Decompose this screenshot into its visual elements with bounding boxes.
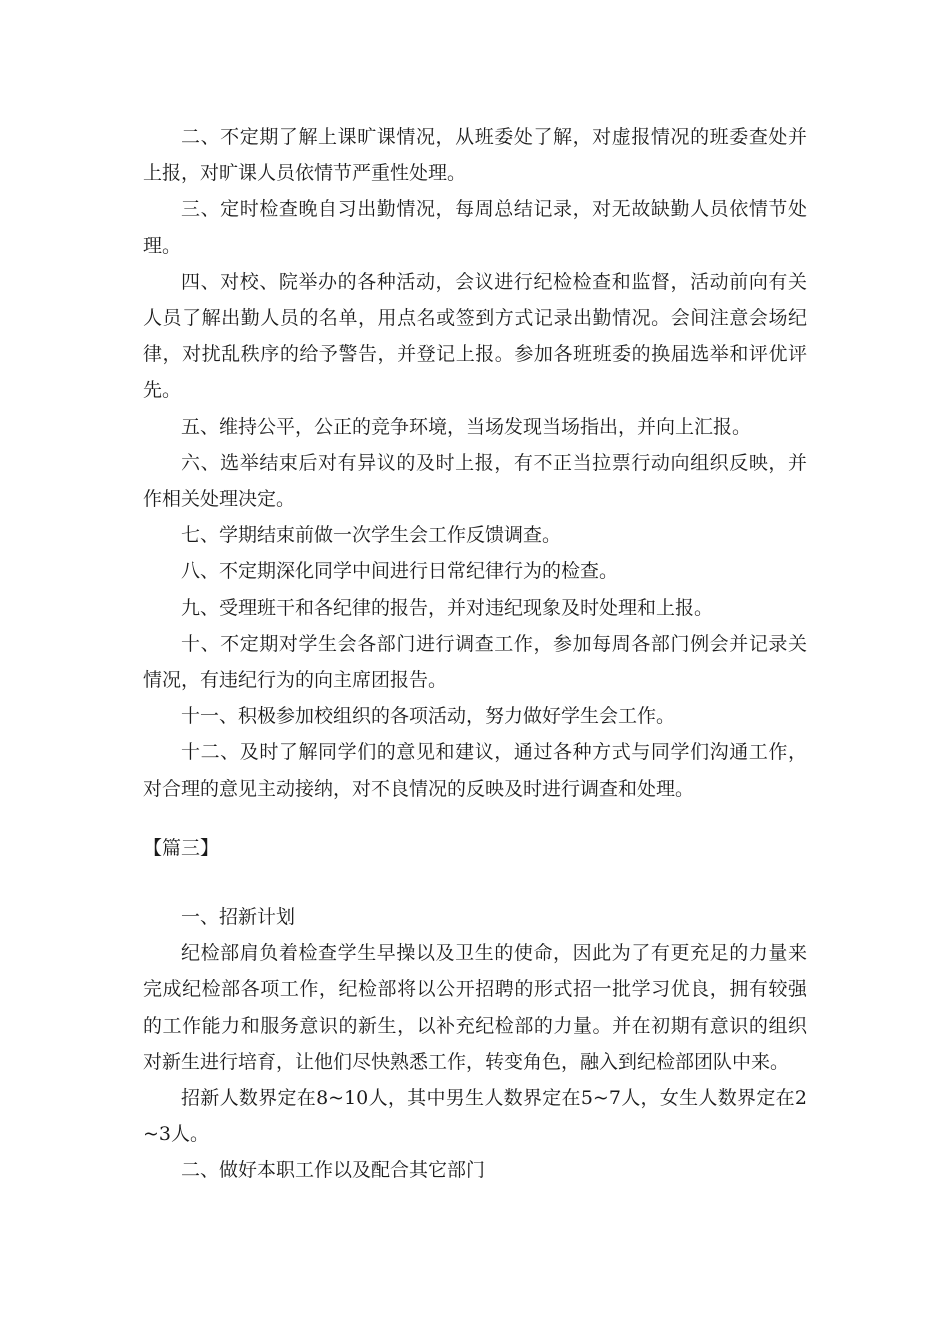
paragraph: 九、受理班干和各纪律的报告，并对违纪现象及时处理和上报。 xyxy=(181,596,714,619)
paragraph: 纪检部肩负着检查学生早操以及卫生的使命，因此为了有更充足的力量来完成纪检部各项工作，纪检部将以公开招聘的形式招一批学习优良，拥有较强的工作能力和服务意识的新生，以补充纪检部的力量。并在初期有意识的组织对新生进行培育，让他们尽快熟悉工作，转变角色，融入到纪检部团队中来。 xyxy=(143,942,807,1073)
paragraph: 八、不定期深化同学中间进行日常纪律行为的检查。 xyxy=(181,560,619,583)
paragraph: 三、定时检查晚自习出勤情况，每周总结记录，对无故缺勤人员依情节处理。 xyxy=(143,198,807,257)
paragraph: 五、维持公平，公正的竞争环境，当场发现当场指出，并向上汇报。 xyxy=(181,415,752,438)
section-recruitment xyxy=(143,899,807,1189)
section-duties xyxy=(143,119,807,807)
paragraph: 六、选举结束后对有异议的及时上报，有不正当拉票行动向组织反映，并作相关处理决定。 xyxy=(143,451,807,511)
paragraph: 七、学期结束前做一次学生会工作反馈调查。 xyxy=(181,524,562,547)
paragraph: 十二、及时了解同学们的意见和建议，通过各种方式与同学们沟通工作，对合理的意见主动接纳，对不良情况的反映及时进行调查和处理。 xyxy=(143,741,807,800)
paragraph: 四、对校、院举办的各种活动，会议进行纪检检查和监督，活动前向有关人员了解出勤人员的名单，用点名或签到方式记录出勤情况。会间注意会场纪律，对扰乱秩序的给予警告，并登记上报。参加各班班委的换届选举和评优评先。 xyxy=(143,270,807,402)
subheading: 二、做好本职工作以及配合其它部门 xyxy=(181,1159,486,1182)
paragraph: 招新人数界定在8~10人，其中男生人数界定在5~7人，女生人数界定在2~3人。 xyxy=(143,1087,807,1146)
paragraph: 二、不定期了解上课旷课情况，从班委处了解，对虚报情况的班委查处并上报，对旷课人员依情节严重性处理。 xyxy=(143,126,807,185)
paragraph: 十一、积极参加校组织的各项活动，努力做好学生会工作。 xyxy=(181,705,676,728)
subheading: 一、招新计划 xyxy=(181,906,296,928)
paragraph: 十、不定期对学生会各部门进行调查工作，参加每周各部门例会并记录关情况，有违纪行为的向主席团报告。 xyxy=(143,632,807,692)
section-heading: 【篇三】 xyxy=(143,837,220,859)
